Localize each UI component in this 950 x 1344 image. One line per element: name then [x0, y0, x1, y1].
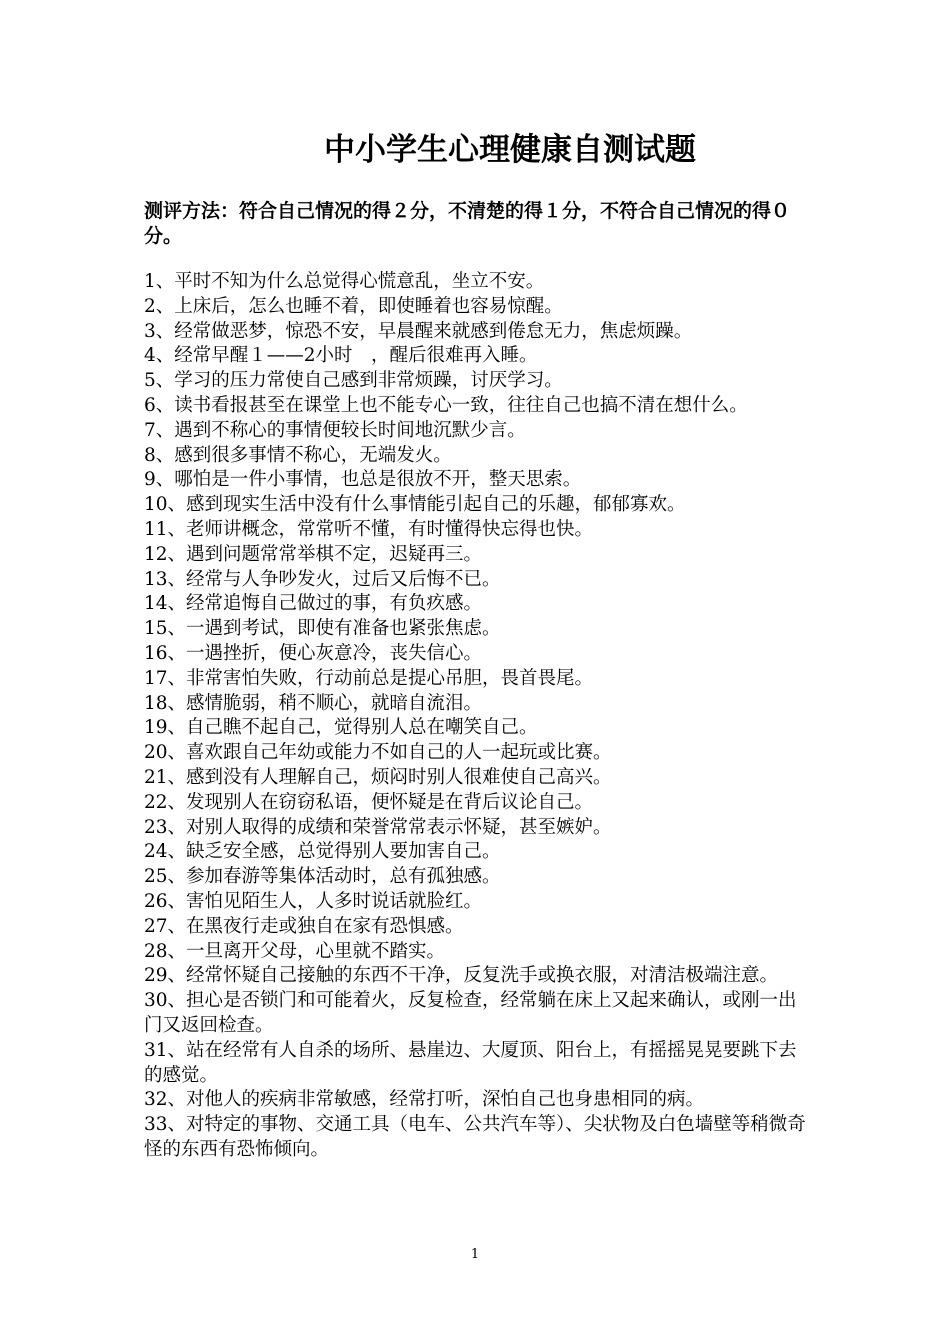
question-item: 24、缺乏安全感，总觉得别人要加害自己。	[144, 841, 501, 863]
question-item: 17、非常害怕失败，行动前总是提心吊胆，畏首畏尾。	[144, 667, 594, 689]
question-item: 33、对特定的事物、交通工具（电车、公共汽车等）、尖状物及白色墙壁等稍微奇怪的东西有恐怖倾向。	[144, 1114, 806, 1160]
question-item: 4、经常早醒１——2小时 ，醒后很难再入睡。	[144, 345, 538, 367]
page-number: 1	[470, 1247, 480, 1262]
question-item: 8、感到很多事情不称心，无端发火。	[144, 444, 452, 466]
question-item: 26、害怕见陌生人，人多时说话就脸红。	[144, 890, 483, 912]
question-item: 2、上床后，怎么也睡不着，即使睡着也容易惊醒。	[144, 295, 563, 317]
question-item: 11、老师讲概念，常常听不懂，有时懂得快忘得也快。	[144, 518, 594, 540]
question-item: 28、一旦离开父母，心里就不踏实。	[144, 940, 446, 962]
question-item: 14、经常追悔自己做过的事，有负疚感。	[144, 593, 483, 615]
question-item: 12、遇到问题常常举棋不定，迟疑再三。	[144, 543, 483, 565]
question-item: 6、读书看报甚至在课堂上也不能专心一致，往往自己也搞不清在想什么。	[144, 394, 748, 416]
question-item: 9、哪怕是一件小事情，也总是很放不开，整天思索。	[144, 469, 582, 491]
scoring-method: 测评方法：符合自己情况的得２分，不清楚的得１分，不符合自己情况的得０分。	[144, 200, 791, 247]
question-item: 16、一遇挫折，便心灰意冷，丧失信心。	[144, 642, 483, 664]
question-item: 21、感到没有人理解自己，烦闷时别人很难使自己高兴。	[144, 766, 612, 788]
question-item: 18、感情脆弱，稍不顺心，就暗自流泪。	[144, 692, 483, 714]
page-title: 中小学生心理健康自测试题	[324, 132, 696, 168]
question-item: 27、在黑夜行走或独自在家有恐惧感。	[144, 915, 464, 937]
question-item: 25、参加春游等集体活动时，总有孤独感。	[144, 866, 501, 888]
question-item: 29、经常怀疑自己接触的东西不干净，反复洗手或换衣服，对清洁极端注意。	[144, 965, 779, 987]
question-item: 19、自己瞧不起自己，觉得别人总在嘲笑自己。	[144, 717, 538, 739]
question-item: 1、平时不知为什么总觉得心慌意乱，坐立不安。	[144, 271, 545, 292]
question-item: 15、一遇到考试，即使有准备也紧张焦虑。	[144, 618, 501, 640]
question-item: 32、对他人的疾病非常敏感，经常打听，深怕自己也身患相同的病。	[144, 1089, 705, 1111]
question-item: 31、站在经常有人自杀的场所、悬崖边、大厦顶、阳台上，有摇摇晃晃要跳下去的感觉。	[144, 1039, 797, 1086]
question-list	[144, 270, 809, 1163]
question-item: 7、遇到不称心的事情便较长时间地沉默少言。	[144, 419, 526, 441]
question-item: 13、经常与人争吵发火，过后又后悔不已。	[144, 568, 501, 590]
question-item: 30、担心是否锁门和可能着火，反复检查，经常躺在床上又起来确认，或刚一出门又返回检查。	[144, 990, 797, 1036]
question-item: 22、发现别人在窃窃私语，便怀疑是在背后议论自己。	[144, 791, 594, 813]
question-item: 3、经常做恶梦，惊恐不安，早晨醒来就感到倦怠无力，焦虑烦躁。	[144, 320, 693, 342]
question-item: 5、学习的压力常使自己感到非常烦躁，讨厌学习。	[144, 370, 563, 392]
question-item: 23、对别人取得的成绩和荣誉常常表示怀疑，甚至嫉妒。	[144, 816, 612, 838]
question-item: 10、感到现实生活中没有什么事情能引起自己的乐趣，郁郁寡欢。	[144, 494, 686, 516]
question-item: 20、喜欢跟自己年幼或能力不如自己的人一起玩或比赛。	[144, 742, 612, 764]
